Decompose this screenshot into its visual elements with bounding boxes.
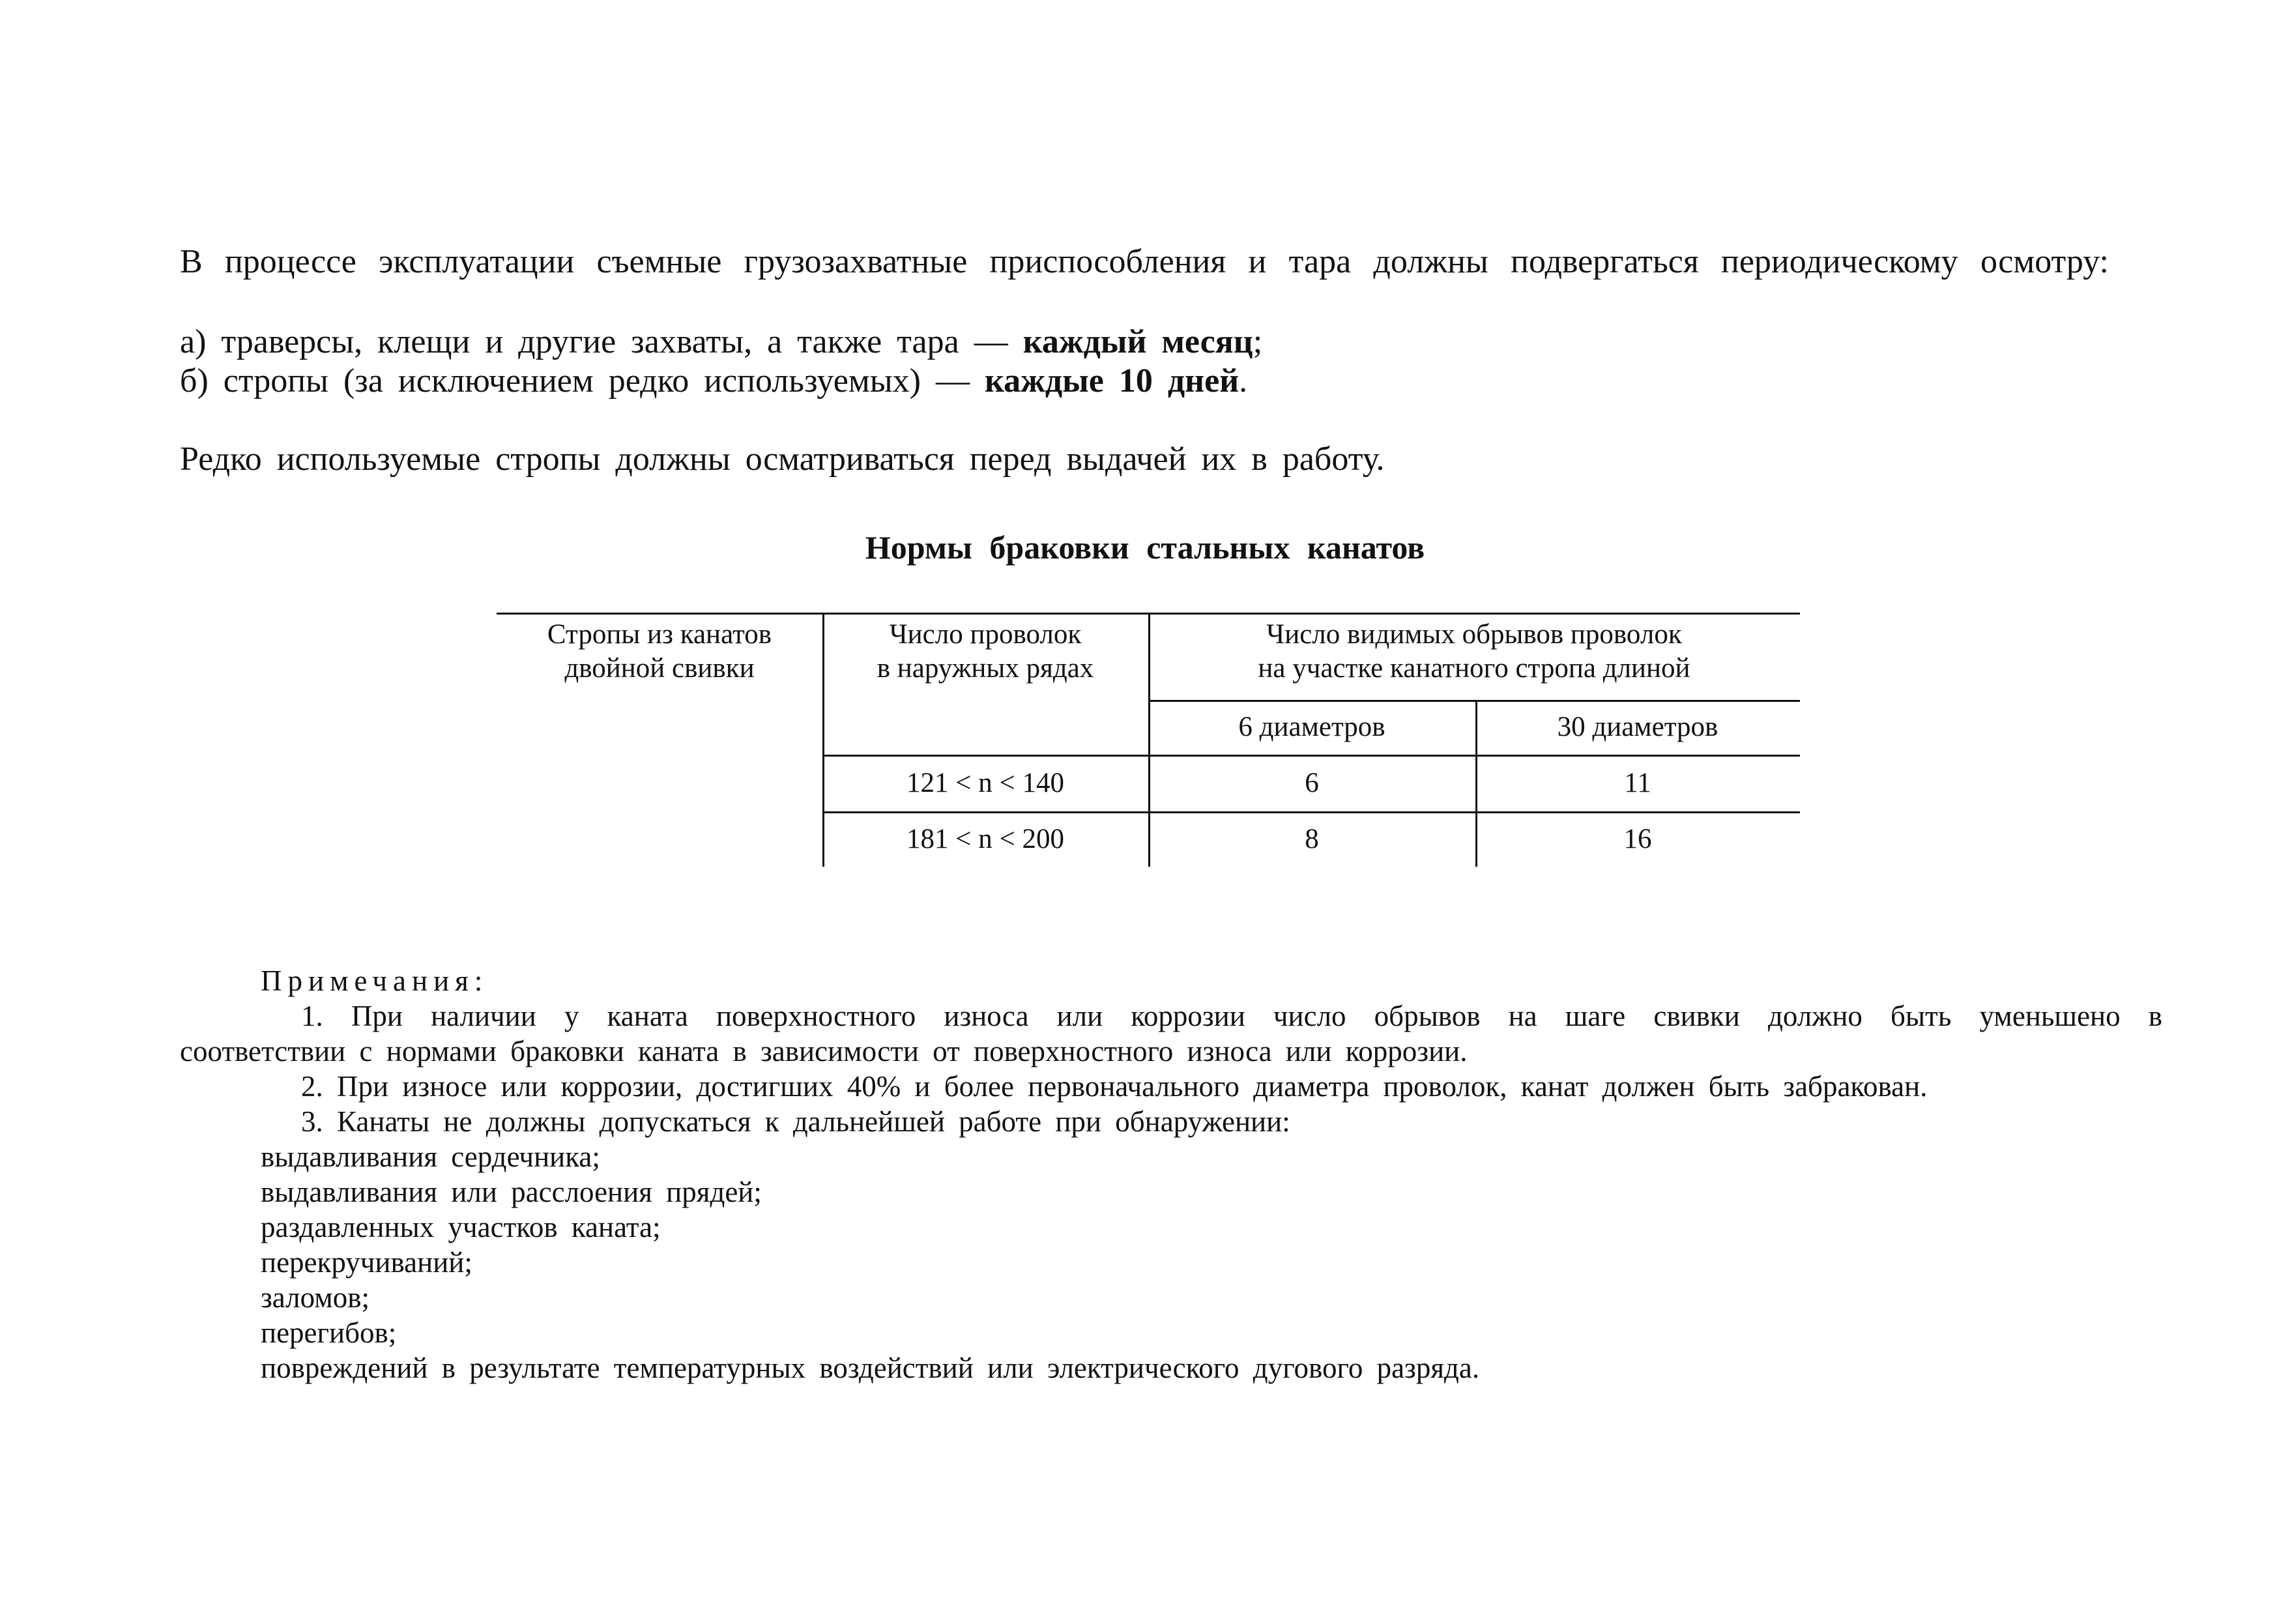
header-breaks-line1: Число видимых обрывов проволок	[1266, 619, 1682, 650]
item-b-text: б) стропы (за исключением редко используемых) —	[180, 362, 985, 399]
table-title: Нормы браковки стальных канатов	[865, 529, 1425, 566]
subheader-30-diameters: 30 диаметров	[1557, 712, 1718, 742]
defect-item: заломов;	[261, 1281, 370, 1314]
header-wires-line2: в наружных рядах	[877, 653, 1094, 684]
item-b-bold: каждые 10 дней	[984, 362, 1239, 399]
row1-d6: 6	[1305, 768, 1319, 798]
item-a-bold: каждый месяц	[1022, 323, 1253, 360]
item-a-text: а) траверсы, клещи и другие захваты, а также тара —	[180, 323, 1023, 360]
header-breaks	[1148, 618, 1800, 686]
row2-d6: 8	[1305, 824, 1319, 854]
defect-item: перегибов;	[261, 1316, 397, 1349]
note-1-line-2: соответствии с нормами браковки каната в зависимости от поверхностного износа или коррозии.	[180, 1035, 1468, 1067]
row2-range: 181 < n < 200	[906, 824, 1064, 854]
header-slings	[497, 618, 822, 686]
note-1-line-1: 1. При наличии у каната поверхностного износа или коррозии число обрывов на шаге свивки должно быть уменьшено в	[301, 1000, 2162, 1032]
table-subheader-rule	[1148, 700, 1800, 702]
item-b	[180, 362, 1247, 401]
subheader-6-diameters: 6 диаметров	[1238, 712, 1385, 742]
note-2: 2. При износе или коррозии, достигших 40% и более первоначального диаметра проволок, канат должен быть забракован.	[301, 1070, 1928, 1103]
defect-item: раздавленных участков каната;	[261, 1211, 661, 1243]
defect-item: перекручиваний;	[261, 1246, 472, 1279]
intro-paragraph: В процессе эксплуатации съемные грузозахватные приспособления и тара должны подвергаться периодическому осмотру:	[180, 243, 2109, 280]
table-header-rule	[822, 755, 1800, 757]
defect-item: повреждений в результате температурных воздействий или электрического дугового разряда.	[261, 1352, 1480, 1384]
header-wires-line1: Число проволок	[889, 619, 1082, 650]
row2-d30: 16	[1623, 824, 1652, 854]
header-wires	[822, 618, 1148, 686]
item-b-tail: .	[1239, 362, 1248, 399]
header-slings-line1: Стропы из канатов	[547, 619, 772, 650]
notes-heading: Примечания:	[261, 964, 489, 997]
defect-item: выдавливания сердечника;	[261, 1140, 600, 1173]
header-slings-line2: двойной свивки	[564, 653, 755, 684]
header-breaks-line2: на участке канатного стропа длиной	[1258, 653, 1690, 684]
rare-slings-paragraph: Редко используемые стропы должны осматриваться перед выдачей их в работу.	[180, 441, 1385, 478]
rejection-table	[497, 613, 1800, 867]
item-a	[180, 323, 1262, 362]
item-a-tail: ;	[1253, 323, 1263, 360]
note-3: 3. Канаты не должны допускаться к дальнейшей работе при обнаружении:	[301, 1105, 1290, 1138]
table-row-rule	[822, 811, 1800, 813]
row1-range: 121 < n < 140	[906, 768, 1064, 798]
defect-item: выдавливания или расслоения прядей;	[261, 1176, 762, 1208]
row1-d30: 11	[1624, 768, 1651, 798]
